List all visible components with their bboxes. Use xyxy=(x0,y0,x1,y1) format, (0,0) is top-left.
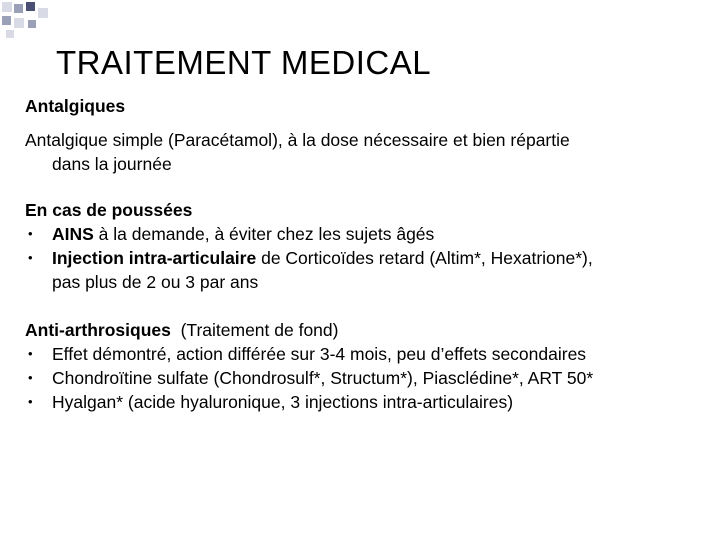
antalgiques-text-line2: dans la journée xyxy=(52,154,172,174)
item-continuation: pas plus de 2 ou 3 par ans xyxy=(52,272,259,292)
list-item xyxy=(25,390,705,414)
decor-square xyxy=(28,20,36,28)
heading-text: Anti-arthrosiques xyxy=(25,320,171,340)
bullet-icon: • xyxy=(28,346,33,361)
decor-square xyxy=(14,18,24,28)
decor-square xyxy=(2,2,12,12)
corner-decoration xyxy=(0,0,60,40)
decor-square xyxy=(14,4,23,13)
list-item xyxy=(25,246,705,270)
section-heading-antalgiques: Antalgiques xyxy=(25,96,126,116)
item-text: Chondroïtine sulfate (Chondrosulf*, Structum*), Piasclédine*, ART 50* xyxy=(52,368,594,388)
bullet-icon: • xyxy=(28,394,33,409)
bullet-icon: • xyxy=(28,250,33,265)
list-item xyxy=(25,222,705,246)
decor-square xyxy=(26,2,35,11)
item-bold-text: Injection intra-articulaire xyxy=(52,248,257,268)
section-heading-antiarthrosiques xyxy=(25,318,705,342)
item-text: Hyalgan* (acide hyaluronique, 3 injections intra-articulaires) xyxy=(52,392,514,412)
slide-title: TRAITEMENT MEDICAL xyxy=(56,44,432,81)
list-item xyxy=(25,366,705,390)
heading-note: (Traitement de fond) xyxy=(170,320,339,340)
decor-square xyxy=(6,30,14,38)
decor-square xyxy=(2,16,11,25)
section-heading-poussees: En cas de poussées xyxy=(25,200,193,220)
item-text: à la demande, à éviter chez les sujets âgés xyxy=(93,224,435,244)
item-text: Effet démontré, action différée sur 3-4 mois, peu d’effets secondaires xyxy=(52,344,587,364)
slide-content xyxy=(25,94,705,414)
bullet-icon: • xyxy=(28,370,33,385)
item-text: de Corticoïdes retard (Altim*, Hexatrione*), xyxy=(256,248,593,268)
antalgiques-text-line1: Antalgique simple (Paracétamol), à la dose nécessaire et bien répartie xyxy=(25,130,570,150)
list-item xyxy=(25,342,705,366)
bullet-icon: • xyxy=(28,226,33,241)
decor-square xyxy=(38,8,48,18)
item-bold-text: AINS xyxy=(52,224,94,244)
